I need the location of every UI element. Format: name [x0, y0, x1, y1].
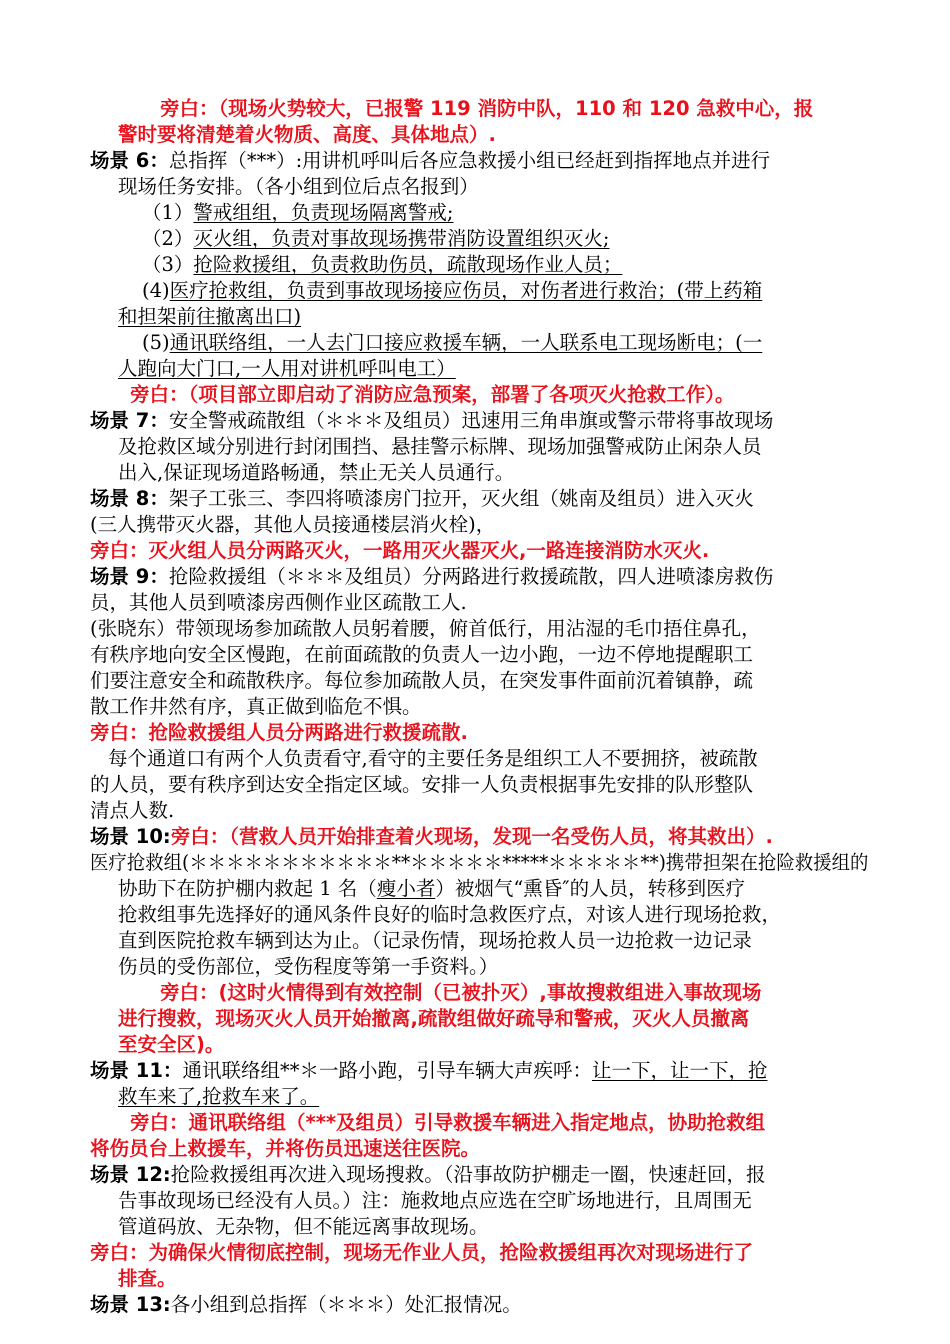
- narration-1-line-2: 警时要将清楚着火物质、高度、具体地点）.: [118, 123, 496, 146]
- group-3-text: 抢险救援组，负责救助伤员，疏散现场作业人员；: [193, 253, 623, 276]
- group-5-number: (5): [142, 331, 170, 354]
- scene-9-label: 场景 9：: [90, 565, 169, 588]
- narration-4-body-line-3: 清点人数.: [90, 799, 175, 822]
- scene-10-line-1: [90, 824, 773, 850]
- scene-10-line-5: 直到医院抢救车辆到达为止。（记录伤情，现场抢救人员一边抢救一边记录: [118, 929, 752, 952]
- group-5-line-1: [142, 330, 762, 356]
- scene-9-text: 抢险救援组（＊＊＊及组员）分两路进行救援疏散，四人进喷漆房救伤: [168, 565, 774, 588]
- narration-5-line-1: 旁白：(这时火情得到有效控制（已被扑灭）,事故搜救组进入事故现场: [160, 981, 762, 1004]
- narration-3: 旁白：灭火组人员分两路灭火，一路用灭火器灭火,一路连接消防水灭火.: [90, 539, 710, 562]
- scene-9-line-6: 散工作井然有序，真正做到临危不惧。: [90, 695, 422, 718]
- scene-9-line-5: 们要注意安全和疏散秩序。每位参加疏散人员，在突发事件面前沉着镇静，疏: [90, 669, 754, 692]
- narration-6-line-1: 旁白：通讯联络组（***及组员）引导救援车辆进入指定地点，协助抢救组: [130, 1111, 766, 1134]
- scene-7-label: 场景 7：: [90, 409, 169, 432]
- scene-8-line-1: [90, 486, 754, 512]
- group-4-number: (4): [142, 279, 170, 302]
- scene-10-text-b: ）被烟气“熏昏″的人员，转移到医疗: [435, 877, 746, 900]
- scene-10-text-a: 协助下在防护棚内救起 1 名（: [118, 877, 377, 900]
- scene-6-line-1: [90, 148, 770, 174]
- scene-12-line-3: 管道码放、无杂物，但不能远离事故现场。: [118, 1215, 489, 1238]
- scene-10-label: 场景 10:: [90, 825, 171, 848]
- scene-8-text: 架子工张三、李四将喷漆房门拉开，灭火组（姚南及组员）进入灭火: [168, 487, 754, 510]
- scene-6-label: 场景 6：: [90, 149, 169, 172]
- narration-1-line-1: 旁白：（现场火势较大，已报警 119 消防中队，110 和 120 急救中心，报: [160, 97, 814, 120]
- group-2-text: 灭火组，负责对事故现场携带消防设置组织灭火;: [193, 227, 610, 250]
- group-1: [142, 200, 454, 226]
- group-1-number: （1）: [142, 201, 194, 224]
- scene-11-line-2: 救车来了,抢救车来了。: [118, 1085, 320, 1108]
- scene-10-line-4: 抢救组事先选择好的通风条件良好的临时急救医疗点，对该人进行现场抢救，: [118, 903, 782, 926]
- group-4-text: 医疗抢救组，负责到事故现场接应伤员，对伤者进行救治；(带上药箱: [169, 279, 763, 302]
- scene-13-label: 场景 13:: [90, 1293, 171, 1316]
- group-4-line-1: [142, 278, 762, 304]
- narration-4-body-line-2: 的人员，要有秩序到达安全指定区域。安排一人负责根据事先安排的队形整队: [90, 773, 754, 796]
- narration-6-line-2: 将伤员台上救援车，并将伤员迅速送往医院。: [90, 1137, 481, 1160]
- scene-11-shout: 让一下，让一下，抢: [591, 1059, 768, 1082]
- group-2-number: （2）: [142, 227, 194, 250]
- narration-5-line-3: 至安全区)。: [118, 1033, 225, 1056]
- scene-7-line-2: 及抢救区域分别进行封闭围挡、悬挂警示标牌、现场加强警戒防止闲杂人员: [118, 435, 762, 458]
- scene-11-label: 场景 11：: [90, 1059, 183, 1082]
- group-5-text: 通讯联络组，一人去门口接应救援车辆，一人联系电工现场断电；(一: [169, 331, 763, 354]
- scene-8-line-2: (三人携带灭火器，其他人员接通楼层消火栓)，: [90, 513, 496, 536]
- group-3: [142, 252, 622, 278]
- group-2: [142, 226, 610, 252]
- scene-12-line-2: 告事故现场已经没有人员。）注：施救地点应选在空旷场地进行，且周围无: [118, 1189, 752, 1212]
- narration-4-body-line-1: 每个通道口有两个人负责看守,看守的主要任务是组织工人不要拥挤，被疏散: [108, 747, 758, 770]
- scene-9-line-3: (张晓东）带领现场参加疏散人员躬着腰，俯首低行，用沾湿的毛巾捂住鼻孔，: [90, 617, 761, 640]
- narration-5-line-2: 进行搜救，现场灭火人员开始撤离,疏散组做好疏导和警戒，灭火人员撤离: [118, 1007, 750, 1030]
- group-4-line-2: 和担架前往撤离出口): [118, 305, 302, 328]
- group-1-text: 警戒组组，负责现场隔离警戒;: [193, 201, 454, 224]
- scene-9-line-4: 有秩序地向安全区慢跑，在前面疏散的负责人一边小跑，一边不停地提醒职工: [90, 643, 754, 666]
- scene-10-line-3: [118, 876, 745, 902]
- scene-12-label: 场景 12:: [90, 1163, 171, 1186]
- narration-7-line-1: 旁白：为确保火情彻底控制，现场无作业人员，抢险救援组再次对现场进行了: [90, 1241, 754, 1264]
- scene-11-line-1: [90, 1058, 767, 1084]
- scene-6-text: 总指挥（***）:用讲机呼叫后各应急救援小组已经赶到指挥地点并进行: [168, 149, 771, 172]
- scene-7-text: 安全警戒疏散组（＊＊＊及组员）迅速用三角串旗或警示带将事故现场: [168, 409, 774, 432]
- scene-12-line-1: [90, 1162, 766, 1188]
- scene-13: [90, 1292, 522, 1318]
- scene-8-label: 场景 8：: [90, 487, 169, 510]
- scene-10-casualty: 瘦小者: [376, 877, 436, 900]
- scene-7-line-3: 出入,保证现场道路畅通，禁止无关人员通行。: [118, 461, 515, 484]
- group-5-line-2: 人跑向大门口,一人用对讲机呼叫电工）: [118, 357, 456, 380]
- scene-9-line-1: [90, 564, 773, 590]
- group-3-number: （3）: [142, 253, 194, 276]
- narration-4: 旁白：抢险救援组人员分两路进行救援疏散.: [90, 721, 468, 744]
- scene-13-text: 各小组到总指挥（＊＊＊）处汇报情况。: [170, 1293, 522, 1316]
- scene-6-line-2: 现场任务安排。（各小组到位后点名报到）: [118, 175, 479, 198]
- scene-9-line-2: 员，其他人员到喷漆房西侧作业区疏散工人.: [90, 591, 467, 614]
- scene-10-line-2: 医疗抢救组(＊＊＊＊＊＊＊＊＊＊＊**＊＊＊＊＊*****＊＊＊＊＊**)携带担架在抢险救援组的: [90, 851, 869, 874]
- scene-11-text: 通讯联络组**＊一路小跑，引导车辆大声疾呼：: [182, 1059, 592, 1082]
- scene-7-line-1: [90, 408, 773, 434]
- narration-2: 旁白：（项目部立即启动了消防应急预案，部署了各项灭火抢救工作）。: [130, 383, 735, 406]
- scene-10-line-6: 伤员的受伤部位，受伤程度等第一手资料。）: [118, 955, 499, 978]
- scene-10-narration: 旁白：（营救人员开始排查着火现场，发现一名受伤人员，将其救出）.: [170, 825, 773, 848]
- narration-7-line-2: 排查。: [118, 1267, 177, 1290]
- scene-12-text: 抢险救援组再次进入现场搜救。（沿事故防护棚走一圈，快速赶回，报: [170, 1163, 766, 1186]
